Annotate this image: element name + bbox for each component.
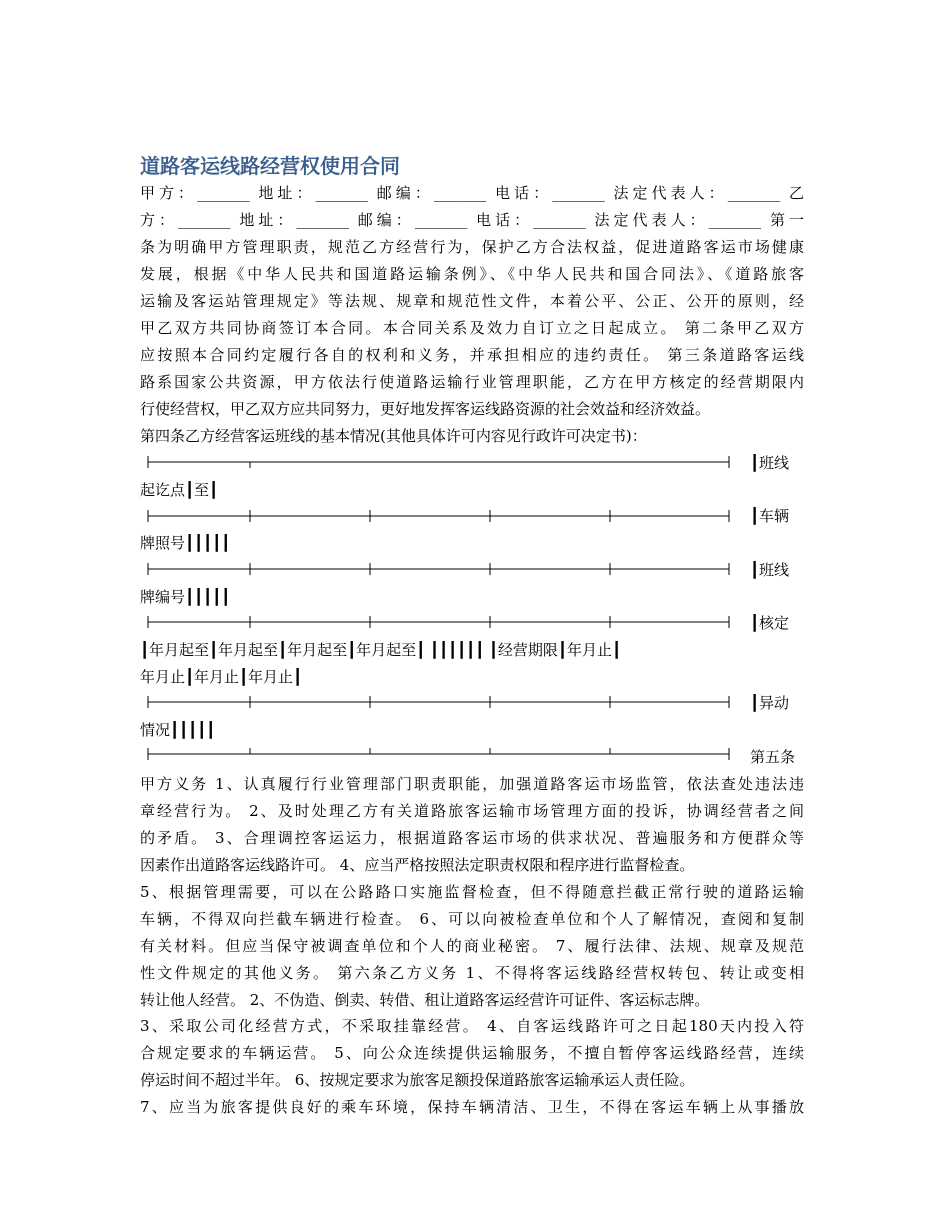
text-line: ┃班线: [750, 454, 790, 472]
text-line: 牌编号┃┃┃┃┃: [140, 588, 231, 606]
text-line: ┃班线: [750, 561, 790, 579]
text-line: 行使经营权，甲乙双方应共同努力，更好地发挥客运线路资源的社会效益和经济效益。: [140, 400, 711, 418]
text-line: 牌照号┃┃┃┃┃: [140, 534, 231, 552]
text-line: 5、根据管理需要，可以在公路路口实施监督检查，但不得随意拦截正常行驶的道路运输: [140, 883, 804, 901]
text-line: ┃车辆: [750, 507, 790, 525]
text-line: 3、采取公司化经营方式，不采取挂靠经营。 4、自客运线路许可之日起180天内投入符: [140, 1017, 804, 1035]
text-line: ┃年月起至┃年月起至┃年月起至┃年月起至┃ ┃┃┃┃┃┃ ┃经营期限┃年月止┃: [140, 641, 621, 659]
text-line: ┃核定: [750, 614, 790, 632]
text-line: 车辆，不得双向拦截车辆进行检查。 6、可以向被检查单位和个人了解情况，查阅和复制: [140, 910, 804, 928]
text-line: 年月止┃年月止┃年月止┃: [140, 668, 303, 686]
text-line: 应按照本合同约定履行各自的权利和义务，并承担相应的违约责任。 第三条道路客运线: [140, 346, 804, 364]
text-line: 因素作出道路客运线路许可。 4、应当严格按照法定职责权限和程序进行监督检查。: [140, 856, 695, 874]
text-line: 运输及客运站管理规定》等法规、规章和规范性文件，本着公平、公正、公开的原则，经: [140, 292, 804, 310]
text-line: 性文件规定的其他义务。 第六条乙方义务 1、不得将客运线路经营权转包、转让或变相: [140, 964, 804, 982]
text-line: 合规定要求的车辆运营。 5、向公众连续提供运输服务，不擅自暂停客运线路经营，连续: [140, 1044, 804, 1062]
text-line: ┃异动: [750, 694, 790, 712]
text-line: 的矛盾。 3、合理调控客运运力，根据道路客运市场的供求状况、普遍服务和方便群众等: [140, 829, 804, 847]
text-line: 条为明确甲方管理职责，规范乙方经营行为，保护乙方合法权益，促进道路客运市场健康: [140, 238, 804, 256]
document-title: 道路客运线路经营权使用合同: [140, 154, 400, 178]
text-line: 第四条乙方经营客运班线的基本情况(其他具体许可内容见行政许可决定书)：: [140, 427, 647, 445]
text-line: 有关材料。但应当保守被调查单位和个人的商业秘密。 7、履行法律、法规、规章及规范: [140, 937, 804, 955]
text-line: 停运时间不超过半年。 6、按规定要求为旅客足额投保道路旅客运输承运人责任险。: [140, 1071, 695, 1089]
text-line: 起讫点┃至┃: [140, 481, 219, 499]
text-line: 7、应当为旅客提供良好的乘车环境，保持车辆清洁、卫生，不得在客运车辆上从事播放: [140, 1098, 804, 1116]
text-line: 方：_______ 地址：_______ 邮编：_______ 电话：_______ 法定代表人：_______ 第一: [140, 211, 804, 229]
text-line: 路系国家公共资源，甲方依法行使道路运输行业管理职能，乙方在甲方核定的经营期限内: [140, 373, 804, 391]
text-line: 情况┃┃┃┃┃: [140, 721, 216, 739]
text-line: 甲乙双方共同协商签订本合同。本合同关系及效力自订立之日起成立。 第二条甲乙双方: [140, 319, 804, 337]
text-line: 甲方：_______ 地址：_______ 邮编：_______ 电话：_______ 法定代表人：_______ 乙: [140, 184, 804, 202]
text-line: 转让他人经营。 2、不伪造、倒卖、转借、租让道路客运经营许可证件、客运标志牌。: [140, 991, 710, 1009]
text-line: 章经营行为。 2、及时处理乙方有关道路旅客运输市场管理方面的投诉，协调经营者之间: [140, 802, 804, 820]
text-line: 甲方义务 1、认真履行行业管理部门职责职能，加强道路客运市场监管，依法查处违法违: [140, 775, 804, 793]
text-line: 第五条: [750, 748, 796, 766]
text-line: 发展，根据《中华人民共和国道路运输条例》、《中华人民共和国合同法》、《道路旅客: [140, 265, 804, 283]
